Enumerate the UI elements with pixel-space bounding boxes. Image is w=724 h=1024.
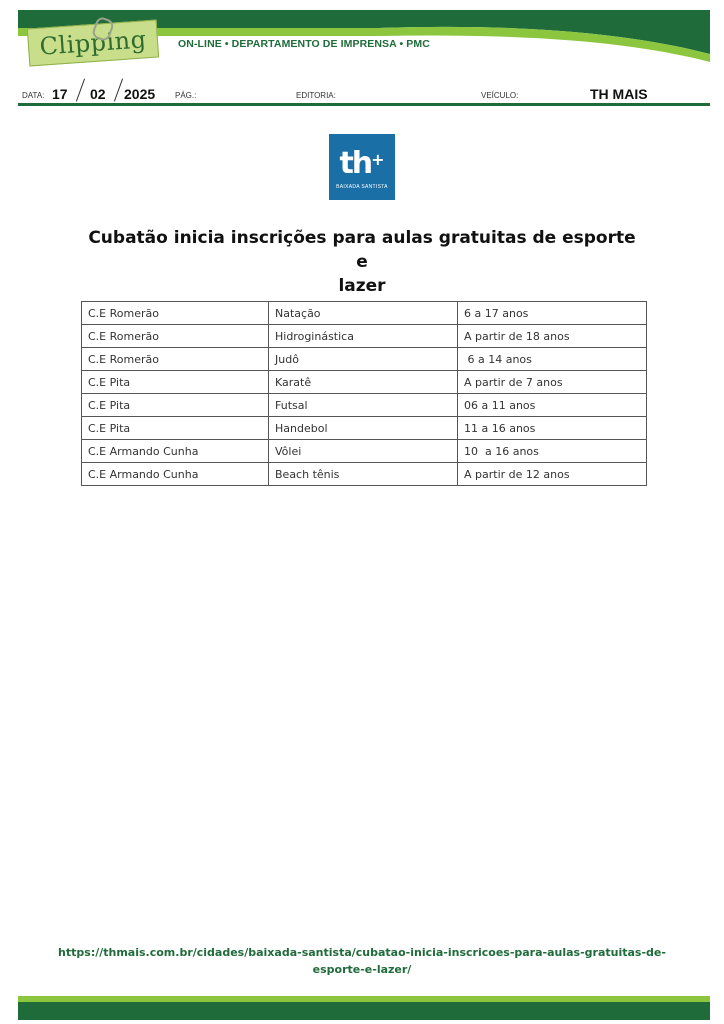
page-label: PÁG.:: [175, 91, 197, 100]
table-row: [82, 394, 647, 417]
age-range-cell: 06 a 11 anos: [458, 394, 647, 417]
age-range-cell: A partir de 7 anos: [458, 371, 647, 394]
veiculo-label: VEÍCULO:: [481, 91, 519, 100]
table-row: [82, 440, 647, 463]
age-range-cell: A partir de 12 anos: [458, 463, 647, 486]
sport-cell: Hidroginástica: [269, 325, 458, 348]
department-label: ON-LINE • DEPARTAMENTO DE IMPRENSA • PMC: [178, 38, 430, 50]
age-range-cell: 6 a 14 anos: [458, 348, 647, 371]
veiculo-value: TH MAIS: [590, 86, 648, 102]
venue-cell: C.E Pita: [82, 394, 269, 417]
date-label: DATA:: [22, 91, 45, 100]
table-row: [82, 417, 647, 440]
venue-cell: C.E Romerão: [82, 348, 269, 371]
table-row: [82, 325, 647, 348]
venue-cell: C.E Romerão: [82, 325, 269, 348]
date-year: 2025: [124, 86, 156, 102]
sport-cell: Beach tênis: [269, 463, 458, 486]
table-row: [82, 348, 647, 371]
venue-cell: C.E Romerão: [82, 302, 269, 325]
age-range-cell: A partir de 18 anos: [458, 325, 647, 348]
venue-cell: C.E Pita: [82, 417, 269, 440]
age-range-cell: 10 a 16 anos: [458, 440, 647, 463]
table-row: [82, 302, 647, 325]
footer-bar-dark: [18, 1002, 710, 1020]
table-row: [82, 463, 647, 486]
editoria-label: EDITORIA:: [296, 91, 336, 100]
date-month: 02: [90, 86, 106, 102]
date-separator: [114, 79, 123, 102]
logo-mark: th+: [339, 145, 385, 181]
source-url[interactable]: https://thmais.com.br/cidades/baixada-santista/cubatao-inicia-inscricoes-para-aulas-gratuitas-de- esporte-e-lazer/: [58, 946, 666, 976]
sport-cell: Vôlei: [269, 440, 458, 463]
sport-cell: Futsal: [269, 394, 458, 417]
logo-subtitle: BAIXADA SANTISTA: [336, 183, 388, 190]
sport-cell: Handebol: [269, 417, 458, 440]
age-range-cell: 6 a 17 anos: [458, 302, 647, 325]
header-rule: [18, 103, 710, 106]
sport-cell: Judô: [269, 348, 458, 371]
age-range-cell: 11 a 16 anos: [458, 417, 647, 440]
venue-cell: C.E Armando Cunha: [82, 463, 269, 486]
venue-cell: C.E Armando Cunha: [82, 440, 269, 463]
date-day: 17: [52, 86, 68, 102]
sport-cell: Natação: [269, 302, 458, 325]
th-mais-logo: [329, 134, 395, 200]
table-row: [82, 371, 647, 394]
sport-cell: Karatê: [269, 371, 458, 394]
schedule-table: [81, 301, 647, 486]
date-separator: [76, 79, 85, 102]
article-title: Cubatão inicia inscrições para aulas gratuitas de esporte e lazer: [88, 228, 636, 296]
clipping-tag: Clipping: [27, 20, 159, 67]
venue-cell: C.E Pita: [82, 371, 269, 394]
